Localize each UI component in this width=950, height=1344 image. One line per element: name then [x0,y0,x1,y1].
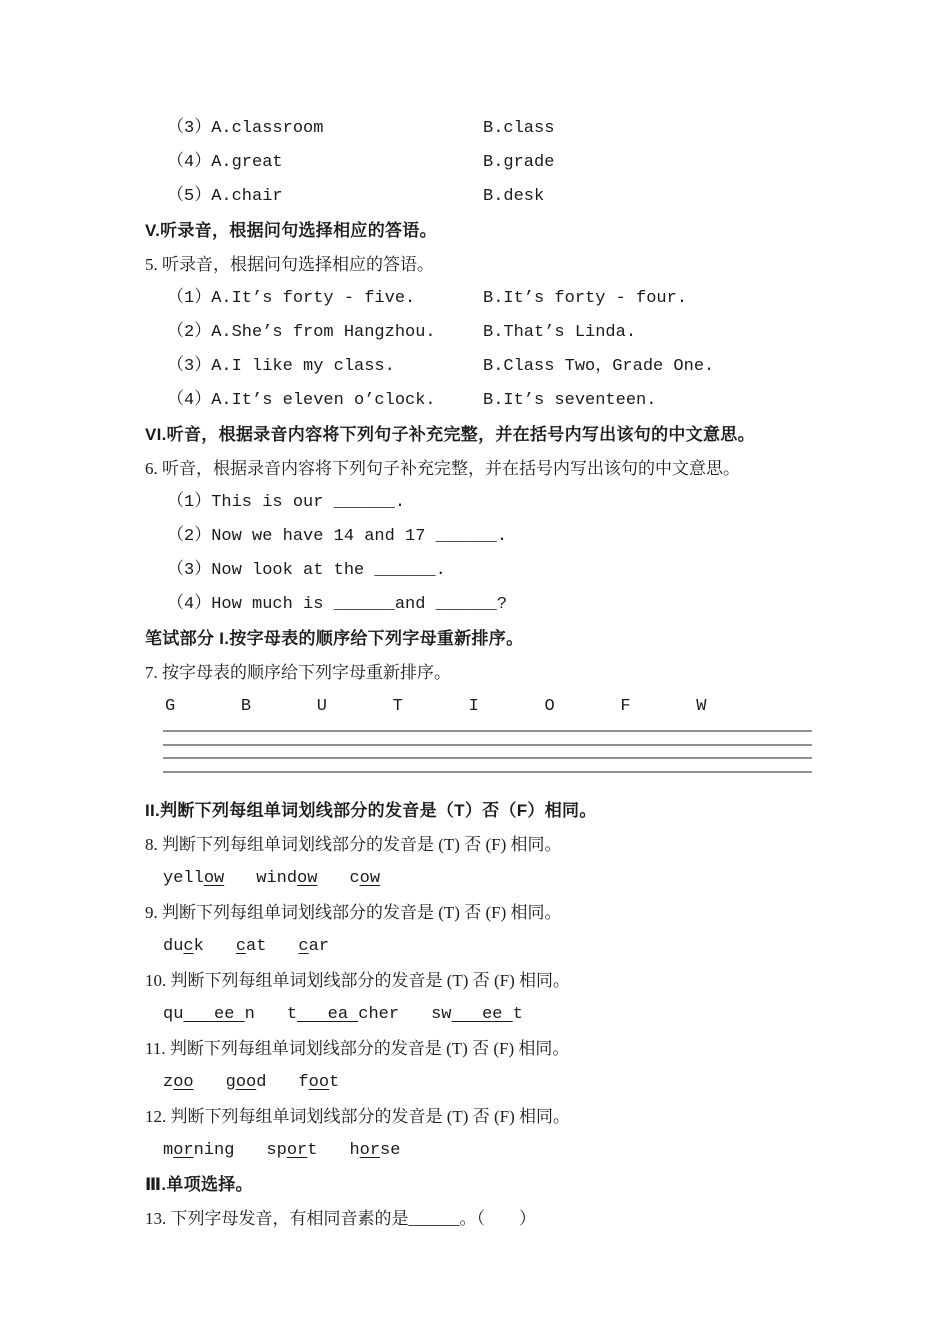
question-13-stem: 13. 下列字母发音，有相同音素的是______。（ ） [145,1209,536,1228]
letters-to-sort-row [145,690,910,724]
phonics-word-row [145,862,910,896]
word-segment: z [163,1073,174,1092]
question-5-stem: 5. 听录音，根据问句选择相应的答语。 [145,255,434,274]
option-pair-row [145,180,910,214]
underlined-segment: ea [297,1005,359,1024]
letter-to-sort: U [316,697,327,716]
word-segment: d [256,1073,267,1092]
phonics-word [287,998,399,1032]
letter-to-sort: W [696,697,707,716]
word-segment: t [329,1073,340,1092]
word-segment: n [244,1005,255,1024]
phonics-word [298,1066,339,1100]
word-segment: m [163,1141,174,1160]
word-segment: yell [163,869,204,888]
word-segment: sp [266,1141,287,1160]
top-option-pairs [145,112,910,214]
underlined-segment: c [298,937,309,956]
word-segment: t [512,1005,523,1024]
phonics-word [163,1134,234,1168]
letter-to-sort: F [620,697,631,716]
word-segment: du [163,937,184,956]
phonics-word [226,1066,267,1100]
question-7-stem: 7. 按字母表的顺序给下列字母重新排序。 [145,663,451,682]
underlined-segment: ow [359,869,381,888]
phonics-judgment-list [145,828,910,1168]
underlined-segment: c [183,937,194,956]
section-ii-heading: II.判断下列每组单词划线部分的发音是（T）否（F）相同。 [145,801,597,820]
word-segment: h [349,1141,360,1160]
underlined-segment: c [235,937,247,956]
section-vi-heading: VI.听音，根据录音内容将下列句子补充完整，并在括号内写出该句的中文意思。 [145,425,755,444]
word-segment: c [349,869,360,888]
option-b: B.desk [483,187,545,206]
underlined-segment: ow [203,869,225,888]
phonics-word [349,862,380,896]
question-5-option-pairs [145,282,910,418]
option-a: （1）A.It’s forty - five. [167,289,416,308]
option-a: （3）A.classroom [167,119,324,138]
underlined-segment: oo [235,1073,257,1092]
word-segment: t [286,1005,298,1024]
word-segment: at [246,937,267,956]
fill-blank-item: （2）Now we have 14 and 17 ______. [167,527,508,546]
phonics-word [266,1134,317,1168]
option-b: B.It’s seventeen. [483,391,657,410]
phonics-stem: 12. 判断下列每组单词划线部分的发音是 (T) 否 (F) 相同。 [145,1107,570,1126]
question-6-stem: 6. 听音，根据录音内容将下列句子补充完整，并在括号内写出该句的中文意思。 [145,459,740,478]
answer-line [163,771,812,785]
option-pair-row [145,384,910,418]
phonics-word [349,1134,400,1168]
word-segment: k [193,937,204,956]
option-a: （4）A.It’s eleven o’clock. [167,391,436,410]
underlined-segment: or [173,1141,194,1160]
word-segment: t [307,1141,318,1160]
option-a: （5）A.chair [167,187,283,206]
phonics-word [163,930,204,964]
phonics-word [256,862,317,896]
word-segment: g [225,1073,236,1092]
section-iii-heading: Ⅲ.单项选择。 [145,1175,253,1194]
answer-line [163,730,812,744]
word-segment: cher [358,1005,400,1024]
phonics-word [236,930,267,964]
underlined-segment: oo [308,1073,330,1092]
phonics-stem: 8. 判断下列每组单词划线部分的发音是 (T) 否 (F) 相同。 [145,835,562,854]
phonics-word [298,930,329,964]
word-segment: ar [308,937,330,956]
section-v-heading: V.听录音，根据问句选择相应的答语。 [145,221,437,240]
phonics-stem: 9. 判断下列每组单词划线部分的发音是 (T) 否 (F) 相同。 [145,903,562,922]
underlined-segment: ee [183,1005,245,1024]
fill-blank-item: （1）This is our ______. [167,493,406,512]
word-segment: qu [163,1005,184,1024]
underlined-segment: oo [173,1073,194,1092]
option-pair-row [145,112,910,146]
letter-to-sort: O [544,697,555,716]
phonics-word [163,1066,194,1100]
underlined-segment: or [286,1141,308,1160]
phonics-stem: 10. 判断下列每组单词划线部分的发音是 (T) 否 (F) 相同。 [145,971,570,990]
written-part-heading: 笔试部分 I.按字母表的顺序给下列字母重新排序。 [145,629,524,648]
phonics-word-row [145,930,910,964]
fill-blank-item: （3）Now look at the ______. [167,561,446,580]
answer-line [163,744,812,758]
word-segment: sw [431,1005,452,1024]
letter-to-sort: T [392,697,403,716]
phonics-word-row [145,998,910,1032]
option-pair-row [145,146,910,180]
phonics-stem: 11. 判断下列每组单词划线部分的发音是 (T) 否 (F) 相同。 [145,1039,570,1058]
option-b: B.It’s forty - four. [483,289,688,308]
word-segment: f [298,1073,309,1092]
phonics-word [163,998,255,1032]
option-pair-row [145,316,910,350]
word-segment: ning [193,1141,235,1160]
letter-to-sort: B [240,697,252,716]
phonics-word [163,862,224,896]
word-segment: se [380,1141,401,1160]
option-pair-row [145,282,910,316]
phonics-word-row [145,1134,910,1168]
underlined-segment: ow [297,869,318,888]
fill-blank-item: （4）How much is ______and ______? [167,595,508,614]
option-b: B.class [483,119,555,138]
answer-line [163,757,812,771]
letter-to-sort: I [468,697,479,716]
phonics-word [431,998,523,1032]
option-b: B.That’s Linda. [483,323,637,342]
phonics-word-row [145,1066,910,1100]
word-segment: wind [256,869,298,888]
writing-lines [163,730,812,784]
underlined-segment: ee [451,1005,513,1024]
option-pair-row [145,350,910,384]
option-b: B.Class Two，Grade One. [483,357,715,376]
option-b: B.grade [483,153,555,172]
option-a: （2）A.She’s from Hangzhou. [167,323,436,342]
letter-to-sort: G [165,697,176,716]
underlined-segment: or [359,1141,381,1160]
question-6-fill-blank-items [145,486,910,622]
option-a: （3）A.I like my class. [167,357,395,376]
option-a: （4）A.great [167,153,283,172]
